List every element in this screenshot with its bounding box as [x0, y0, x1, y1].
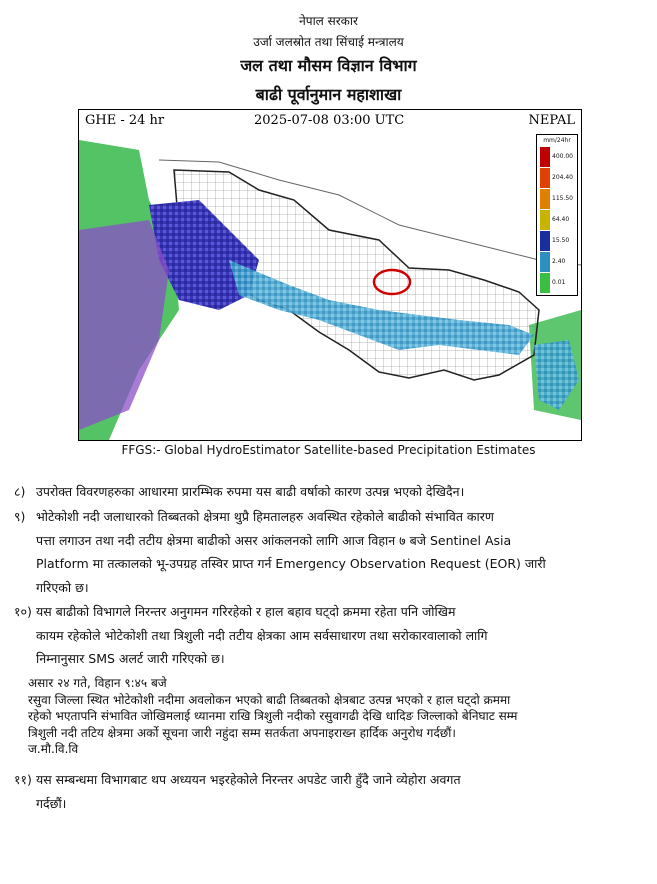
map-caption: FFGS:- Global HydroEstimator Satellite-based Precipitation Estimates [121, 443, 536, 457]
item-line: निम्नानुसार SMS अलर्ट जारी गरिएको छ। [36, 651, 225, 666]
item-line: Platform मा तत्कालको भू-उपग्रह तस्विर प्राप्त गर्न Emergency Observation Request (EOR) जारी [36, 556, 546, 571]
sms-alert [28, 675, 648, 758]
legend-entry [539, 252, 575, 272]
legend-entry [539, 147, 575, 167]
legend-swatch [540, 189, 550, 209]
alert-signature: ज.मौ.वि.वि [28, 742, 79, 756]
legend-value: 400.00 [552, 153, 573, 160]
legend-value: 15.50 [552, 237, 570, 244]
legend-swatch [540, 231, 550, 251]
alert-time: असार २४ गते, विहान ९:४५ बजे [28, 676, 167, 690]
legend-value: 64.40 [552, 216, 570, 223]
legend-value: 115.50 [552, 195, 573, 202]
legend-swatch [540, 273, 550, 293]
legend-entry [539, 273, 575, 293]
legend-swatch [540, 210, 550, 230]
item-line: गरिएको छ। [36, 579, 89, 595]
rain-area-purple [79, 220, 169, 430]
map-graphic [79, 110, 581, 440]
item-line: उपरोक्त विवरणहरुका आधारमा प्रारम्भिक रुपमा यस बाढी वर्षाको कारण उत्पन्न भएको देखिदैन। [36, 484, 465, 499]
map-timestamp: 2025-07-08 03:00 UTC [254, 113, 405, 128]
map-legend [536, 134, 578, 296]
government-label: नेपाल सरकार [299, 14, 358, 28]
division-title: बाढी पूर्वानुमान महाशाखा [255, 85, 402, 104]
legend-swatch [540, 252, 550, 272]
legend-entry [539, 210, 575, 230]
legend-value: 2.40 [552, 258, 566, 265]
department-title: जल तथा मौसम विज्ञान विभाग [240, 56, 417, 75]
item-line: यस सम्बन्धमा विभागबाट थप अध्ययन भइरहेकोले निरन्तर अपडेट जारी हुँदै जाने व्येहोरा अवगत [36, 772, 461, 787]
item-line: पत्ता लगाउन तथा नदी तटीय क्षेत्रमा बाढीको असर आंकलनको लागि आज विहान ७ बजे Sentinel Asia [36, 532, 512, 548]
alert-line: त्रिशुली नदी तटिय क्षेत्रमा अर्को सूचना जारी नहुंदा सम्म सतर्कता अपनाइराख्न हार्दिक अनुरोध गर्दछौं। [28, 725, 456, 740]
legend-entry [539, 231, 575, 251]
item-line: गर्दछौं। [36, 795, 67, 811]
item-number: ९) [14, 509, 26, 524]
precipitation-map [78, 109, 582, 441]
item-number: ८) [14, 484, 26, 499]
alert-line: रहेको भएतापनि संभावित जोखिमलाई ध्यानमा राखि त्रिशुली नदीको रसुवागढी देखि धादिङ जिल्लाको बेनिघाट सम्म [28, 709, 518, 723]
item-number: ११) [14, 772, 32, 787]
item-line: कायम रहेकोले भोटेकोशी तथा त्रिशुली नदी तटीय क्षेत्रका आम सर्वसाधारण तथा सरोकारवालाको लागि [36, 627, 488, 643]
map-region-label: NEPAL [528, 113, 575, 128]
legend-value: 204.40 [552, 174, 573, 181]
ministry-label: उर्जा जलस्रोत तथा सिंचाई मन्त्रालय [253, 35, 404, 49]
legend-entry [539, 189, 575, 209]
legend-swatch [540, 147, 550, 167]
legend-value: 0.01 [552, 279, 566, 286]
legend-entry [539, 168, 575, 188]
item-line: भोटेकोशी नदी जलाधारको तिब्बतको क्षेत्रमा थुप्रै हिमतालहरु अवस्थित रहेकोले बाढीको संभावित कारण [36, 509, 494, 524]
item-line: यस बाढीको विभागले निरन्तर अनुगमन गरिरहेको र हाल बहाव घट्दो क्रममा रहेता पनि जोखिम [36, 604, 456, 619]
item-number: १०) [14, 604, 32, 619]
legend-unit: mm/24hr [543, 137, 571, 144]
legend-swatch [540, 168, 550, 188]
alert-line: रसुवा जिल्ला स्थित भोटेकोशी नदीमा अवलोकन भएको बाढी तिब्बतको क्षेत्रबाट उत्पन्न भएको र हाल घट्दो क्रममा [28, 692, 511, 707]
map-product-label: GHE - 24 hr [85, 113, 165, 128]
